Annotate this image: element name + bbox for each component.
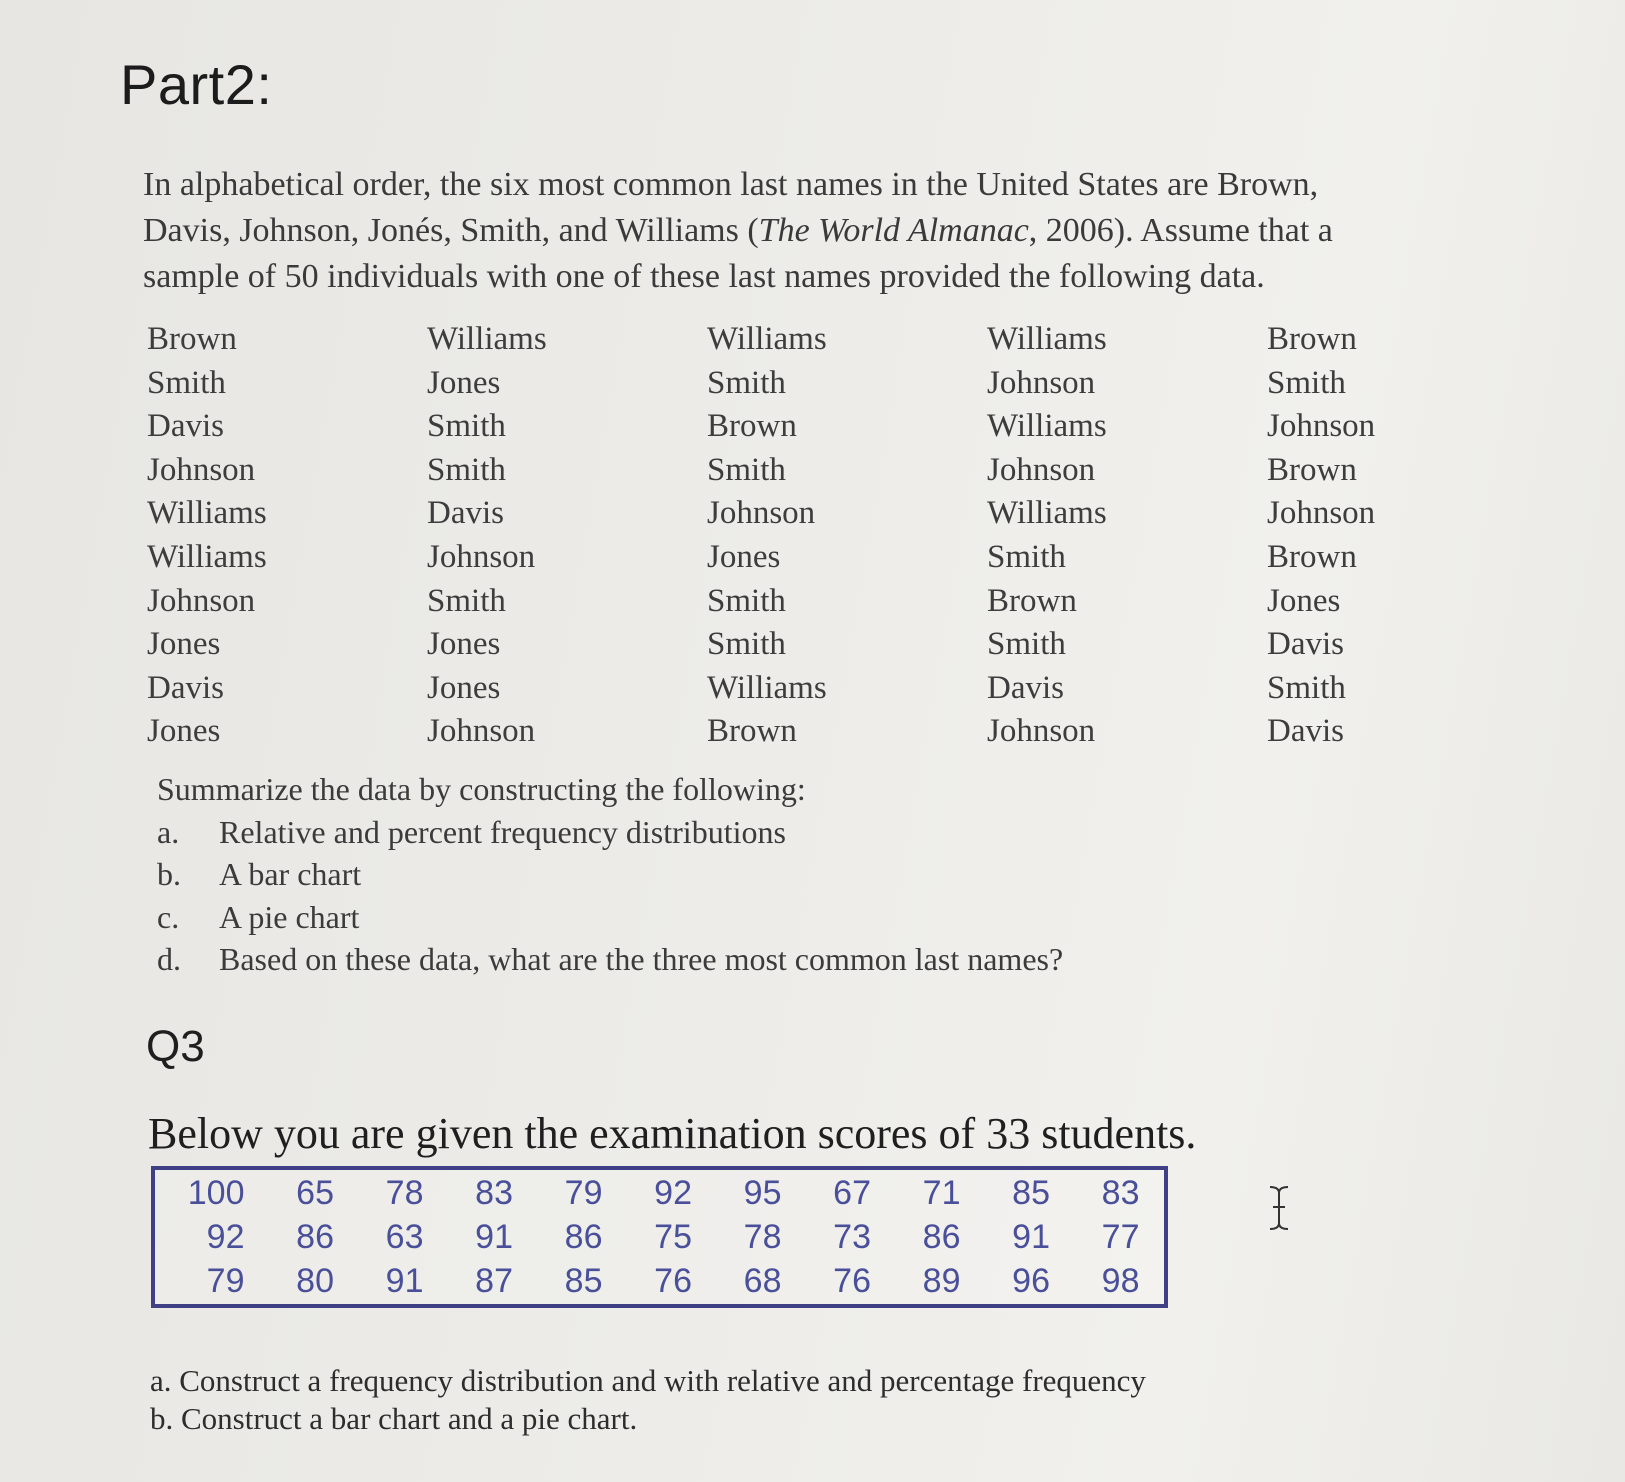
score-cell: 89 (922, 1262, 961, 1300)
name-cell: Smith (987, 538, 1066, 575)
name-cell: Davis (147, 408, 224, 445)
name-cell: Williams (987, 495, 1107, 532)
name-cell: Davis (1267, 713, 1344, 750)
text-cursor-icon (1267, 1185, 1291, 1231)
summary-item-text: A bar chart (219, 856, 362, 892)
name-cell: Williams (427, 321, 547, 357)
score-cell: 75 (654, 1218, 692, 1256)
q3-intro: Below you are given the examination scores of 33 students. (148, 1109, 1197, 1158)
name-cell: Johnson (707, 495, 816, 532)
name-cell: Jones (147, 626, 221, 663)
score-cell: 77 (1101, 1218, 1140, 1256)
name-cell: Smith (707, 582, 786, 619)
q3-tasks (150, 1362, 1146, 1438)
score-cell: 86 (564, 1218, 603, 1256)
q3-title: Q3 (146, 1022, 205, 1071)
names-data-grid (147, 318, 1547, 754)
score-cell: 85 (564, 1262, 603, 1300)
name-cell: Williams (147, 538, 267, 575)
score-cell: 78 (385, 1174, 424, 1212)
name-cell: Williams (707, 321, 827, 357)
name-cell: Williams (147, 495, 267, 532)
name-cell: Jones (427, 669, 501, 706)
summary-item-text: A pie chart (219, 898, 360, 935)
summary-item (157, 811, 1063, 854)
name-cell: Smith (147, 364, 226, 401)
name-cell: Brown (987, 582, 1077, 619)
intro-text-after: , 2006). Assume that a sample of 50 individuals with one of these last names provided the following data. (143, 212, 1333, 295)
score-cell: 86 (922, 1218, 961, 1256)
name-cell: Smith (707, 364, 786, 401)
summary-item-letter: d. (157, 941, 181, 977)
summary-item-letter: c. (157, 898, 180, 935)
summary-lead: Summarize the data by constructing the following: (157, 771, 806, 807)
task-item: b. Construct a bar chart and a pie chart. (150, 1401, 638, 1436)
name-cell: Johnson (987, 713, 1096, 750)
name-cell: Brown (707, 408, 797, 445)
scores-row (155, 1174, 1140, 1213)
score-cell: 95 (743, 1174, 782, 1212)
part2-intro (143, 162, 1413, 300)
score-cell: 86 (296, 1218, 334, 1256)
score-cell: 76 (833, 1262, 871, 1300)
name-cell: Smith (1267, 669, 1346, 706)
score-cell: 91 (385, 1262, 424, 1300)
score-cell: 91 (475, 1218, 513, 1256)
summary-item-text: Based on these data, what are the three most common last names? (219, 941, 1064, 977)
name-cell: Williams (987, 408, 1107, 445)
name-cell: Johnson (987, 451, 1096, 488)
name-cell: Smith (987, 626, 1066, 663)
score-cell: 87 (475, 1262, 513, 1300)
scores-table (151, 1166, 1168, 1308)
names-column-4 (987, 318, 1267, 754)
name-cell: Williams (987, 321, 1107, 357)
names-column-1 (147, 318, 427, 754)
name-cell: Johnson (147, 451, 256, 488)
summary-block (157, 768, 1063, 981)
name-cell: Johnson (987, 364, 1096, 401)
name-cell: Smith (427, 451, 506, 488)
name-cell: Smith (427, 582, 506, 619)
name-cell: Jones (1267, 582, 1341, 619)
score-cell: 68 (743, 1262, 782, 1300)
name-cell: Smith (707, 451, 786, 488)
intro-source: The World Almanac (758, 212, 1029, 249)
name-cell: Smith (707, 626, 786, 663)
score-cell: 83 (475, 1174, 513, 1212)
names-column-2 (427, 318, 707, 754)
name-cell: Smith (1267, 364, 1346, 401)
score-cell: 92 (654, 1174, 692, 1212)
name-cell: Davis (427, 495, 504, 532)
score-cell: 63 (385, 1218, 424, 1256)
score-cell: 65 (296, 1174, 334, 1212)
summary-item (157, 938, 1063, 981)
name-cell: Brown (147, 321, 237, 357)
name-cell: Johnson (1267, 495, 1376, 532)
summary-item-letter: b. (157, 856, 181, 892)
score-cell: 80 (296, 1262, 334, 1300)
name-cell: Brown (707, 713, 797, 750)
score-cell: 78 (743, 1218, 782, 1256)
name-cell: Jones (707, 538, 781, 575)
summary-item (157, 853, 1063, 896)
scores-row (155, 1218, 1140, 1257)
name-cell: Davis (1267, 626, 1344, 663)
name-cell: Jones (427, 626, 501, 663)
score-cell: 83 (1101, 1174, 1140, 1212)
intro-text-before: In alphabetical order, the six most common last names in the United States are Brown, Davis, Johnson, Jonés, Smith, and Williams ( (143, 166, 1319, 249)
task-item: a. Construct a frequency distribution and with relative and percentage frequency (150, 1363, 1146, 1398)
name-cell: Smith (427, 408, 506, 445)
score-cell: 100 (187, 1174, 245, 1212)
summary-item-letter: a. (157, 813, 180, 850)
summary-item-text: Relative and percent frequency distributions (219, 813, 786, 850)
score-cell: 79 (206, 1262, 245, 1300)
score-cell: 71 (922, 1174, 961, 1212)
names-column-5 (1267, 318, 1547, 754)
name-cell: Davis (147, 669, 224, 706)
score-cell: 76 (654, 1262, 692, 1300)
name-cell: Williams (707, 669, 827, 706)
score-cell: 85 (1012, 1174, 1050, 1212)
name-cell: Brown (1267, 538, 1357, 575)
score-cell: 91 (1012, 1218, 1050, 1256)
name-cell: Jones (427, 364, 501, 401)
score-cell: 67 (833, 1174, 871, 1212)
score-cell: 92 (206, 1218, 245, 1256)
summary-item (157, 896, 1063, 939)
score-cell: 98 (1101, 1262, 1140, 1300)
score-cell: 96 (1012, 1262, 1050, 1300)
score-cell: 79 (564, 1174, 603, 1212)
names-column-3 (707, 318, 987, 754)
name-cell: Davis (987, 669, 1064, 706)
name-cell: Brown (1267, 451, 1357, 488)
name-cell: Jones (147, 713, 221, 750)
name-cell: Brown (1267, 321, 1357, 357)
scores-row (155, 1262, 1140, 1301)
name-cell: Johnson (427, 538, 536, 575)
name-cell: Johnson (427, 713, 536, 750)
score-cell: 73 (833, 1218, 871, 1256)
name-cell: Johnson (147, 582, 256, 619)
part2-title: Part2: (120, 53, 273, 116)
name-cell: Johnson (1267, 408, 1376, 445)
